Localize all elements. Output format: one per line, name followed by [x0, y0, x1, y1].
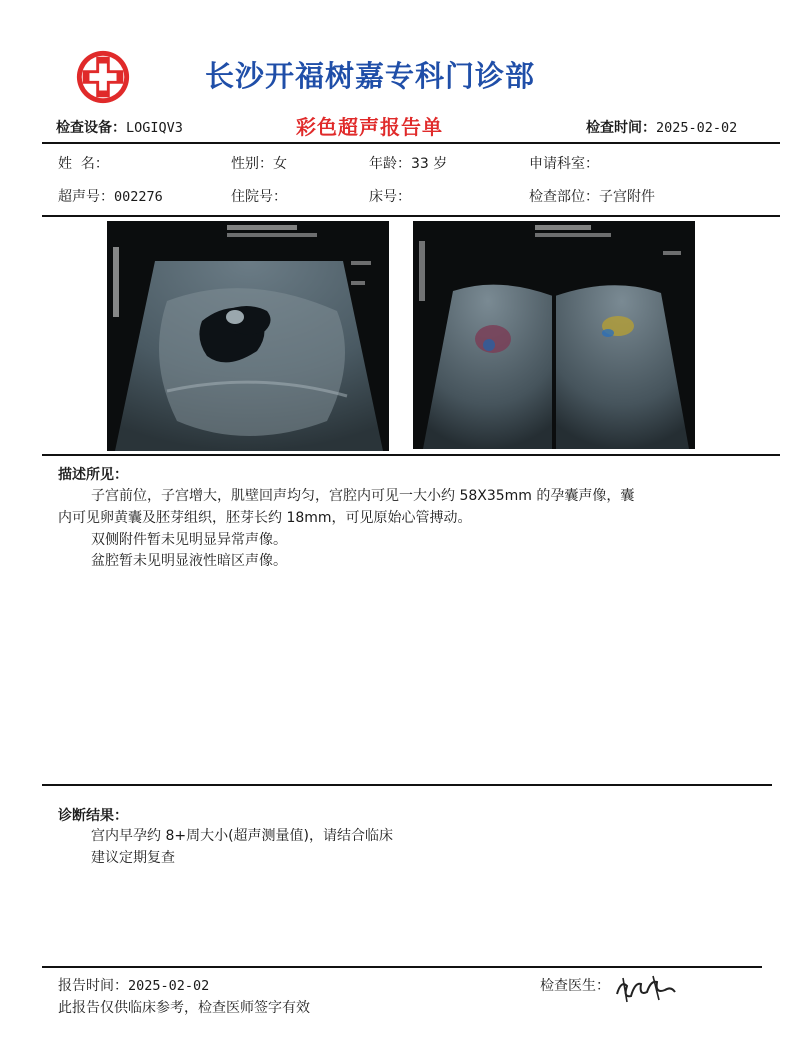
doctor-label: 检查医生：	[540, 978, 610, 994]
gender-field	[231, 153, 287, 173]
device-field	[56, 117, 183, 137]
divider-info	[42, 215, 780, 217]
bed-field	[369, 186, 411, 206]
ultrasound-scan-2-graphic	[413, 221, 695, 449]
findings-line-4: 盆腔暂未见明显液性暗区声像。	[91, 553, 287, 569]
findings-title: 描述所见：	[58, 467, 128, 483]
us-no-field	[58, 186, 163, 206]
doctor-signature-icon	[613, 972, 681, 1006]
divider-footer	[42, 966, 762, 968]
exam-part-field	[529, 186, 655, 206]
age-label: 年龄：	[369, 156, 411, 172]
diagnosis-line-2: 建议定期复查	[91, 850, 175, 866]
hospital-cross-logo-icon	[74, 48, 132, 106]
ultrasound-image-1	[107, 221, 389, 451]
age-field	[369, 153, 447, 173]
gender-label: 性别：	[231, 156, 273, 172]
us-no-value: 002276	[114, 189, 163, 205]
exam-part-label: 检查部位：	[529, 189, 599, 205]
divider-top	[42, 142, 780, 144]
hospital-name: 长沙开福树嘉专科门诊部	[205, 59, 536, 93]
inpatient-label: 住院号：	[231, 189, 287, 205]
device-value: LOGIQV3	[126, 120, 183, 136]
report-time-label: 报告时间：	[58, 978, 128, 994]
us-no-label: 超声号：	[58, 189, 114, 205]
ultrasound-scan-1-graphic	[107, 221, 389, 451]
dept-label: 申请科室：	[529, 156, 599, 172]
exam-time-label: 检查时间：	[586, 120, 656, 136]
diagnosis-title: 诊断结果：	[58, 808, 128, 824]
inpatient-field	[231, 186, 287, 206]
disclaimer: 此报告仅供临床参考，检查医师签字有效	[58, 1000, 310, 1016]
diagnosis-line-1: 宫内早孕约 8+周大小(超声测量值)，请结合临床	[91, 828, 394, 844]
findings-line-3: 双侧附件暂未见明显异常声像。	[91, 532, 287, 548]
exam-time-value: 2025-02-02	[656, 120, 738, 136]
age-value: 33 岁	[411, 156, 448, 172]
exam-part-value: 子宫附件	[599, 189, 655, 205]
divider-findings	[42, 784, 772, 786]
device-label: 检查设备：	[56, 120, 126, 136]
name-label: 姓 名：	[58, 156, 109, 172]
ultrasound-image-2	[413, 221, 695, 449]
findings-line-2: 内可见卵黄囊及胚芽组织，胚芽长约 18mm，可见原始心管搏动。	[58, 510, 472, 526]
divider-images	[42, 454, 780, 456]
dept-field	[529, 153, 599, 173]
report-time-value: 2025-02-02	[128, 978, 210, 994]
findings-line-1: 子宫前位，子宫增大，肌壁回声均匀，宫腔内可见一大小约 58X35mm 的孕囊声像，囊	[91, 488, 635, 504]
report-title: 彩色超声报告单	[296, 115, 443, 139]
gender-value: 女	[273, 156, 287, 172]
bed-label: 床号：	[369, 189, 411, 205]
name-field	[58, 153, 109, 173]
exam-time-field	[586, 117, 737, 137]
report-time-field	[58, 975, 209, 995]
